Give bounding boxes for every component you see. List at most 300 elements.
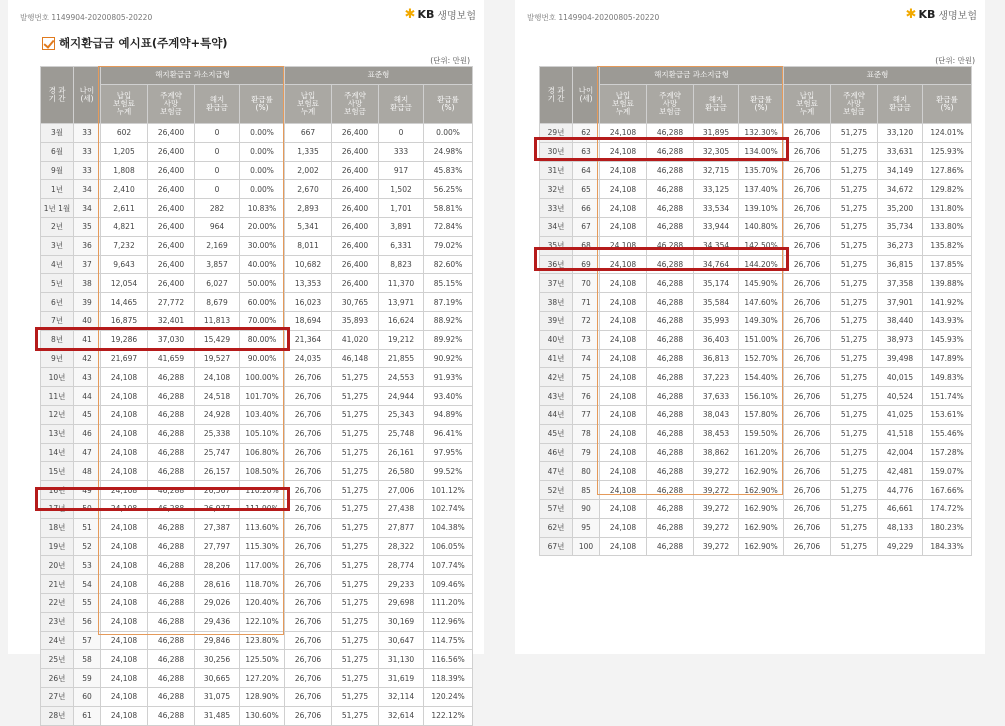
table-cell: 39,272 (694, 462, 739, 481)
table-cell: 155.46% (923, 424, 972, 443)
table-cell: 1,335 (285, 142, 332, 161)
table-cell: 156.10% (739, 387, 784, 406)
table-cell: 51,275 (831, 293, 878, 312)
table-cell: 39,272 (694, 518, 739, 537)
table-cell: 26,706 (285, 405, 332, 424)
table-cell: 41,025 (878, 405, 923, 424)
table-row (540, 424, 972, 443)
table-cell: 917 (379, 161, 424, 180)
table-row (41, 518, 473, 537)
cell-age: 74 (573, 349, 600, 368)
table-cell: 35,993 (694, 311, 739, 330)
table-row (41, 706, 473, 725)
table-cell: 21,364 (285, 330, 332, 349)
table-cell: 9,643 (101, 255, 148, 274)
table-row (540, 481, 972, 500)
cell-age: 59 (74, 669, 101, 688)
table-cell: 26,706 (784, 387, 831, 406)
table-cell: 79.02% (424, 236, 473, 255)
table-row (540, 217, 972, 236)
table-cell: 103.40% (240, 405, 285, 424)
table-cell: 30,256 (195, 650, 240, 669)
table-cell: 87.19% (424, 293, 473, 312)
table-cell: 26,400 (148, 124, 195, 143)
table-cell: 145.93% (923, 330, 972, 349)
table-cell: 24,108 (600, 481, 647, 500)
table-cell: 35,734 (878, 217, 923, 236)
cell-period: 31년 (540, 161, 573, 180)
table-cell: 46,288 (647, 293, 694, 312)
table-cell: 111.90% (240, 499, 285, 518)
table-row (41, 669, 473, 688)
cell-age: 48 (74, 462, 101, 481)
table-cell: 32,305 (694, 142, 739, 161)
table-cell: 51,275 (332, 462, 379, 481)
table-cell: 51,275 (831, 481, 878, 500)
table-cell: 24,108 (195, 368, 240, 387)
header-premium-total: 납입 보험료 누계 (285, 85, 332, 124)
table-cell: 26,706 (285, 443, 332, 462)
table-cell: 26,400 (148, 236, 195, 255)
table-cell: 28,616 (195, 575, 240, 594)
table-cell: 26,706 (784, 368, 831, 387)
cell-age: 67 (573, 217, 600, 236)
header-refund-rate: 환급률 (%) (424, 85, 473, 124)
cell-period: 43년 (540, 387, 573, 406)
table-cell: 128.90% (240, 687, 285, 706)
cell-period: 18년 (41, 518, 74, 537)
table-cell: 24,108 (600, 349, 647, 368)
header-group-low-refund: 해지환급금 과소지급형 (600, 67, 784, 85)
table-cell: 110.20% (240, 481, 285, 500)
table-row (41, 462, 473, 481)
table-cell: 31,075 (195, 687, 240, 706)
table-cell: 129.82% (923, 180, 972, 199)
table-cell: 24,108 (600, 330, 647, 349)
table-cell: 39,272 (694, 499, 739, 518)
table-cell: 51,275 (831, 499, 878, 518)
table-cell: 30,647 (379, 631, 424, 650)
table-cell: 162.90% (739, 537, 784, 556)
table-cell: 125.93% (923, 142, 972, 161)
table-cell: 26,706 (285, 687, 332, 706)
table-cell: 1,205 (101, 142, 148, 161)
table-cell: 24,108 (101, 518, 148, 537)
table-cell: 24,108 (101, 443, 148, 462)
table-row (41, 424, 473, 443)
cell-period: 1년 1월 (41, 199, 74, 218)
cell-period: 10년 (41, 368, 74, 387)
table-cell: 91.93% (424, 368, 473, 387)
table-cell: 106.80% (240, 443, 285, 462)
table-cell: 26,706 (784, 443, 831, 462)
table-cell: 36,403 (694, 330, 739, 349)
table-cell: 8,679 (195, 293, 240, 312)
cell-age: 100 (573, 537, 600, 556)
table-row (540, 124, 972, 143)
table-cell: 51,275 (831, 142, 878, 161)
table-cell: 26,706 (285, 481, 332, 500)
table-cell: 24.98% (424, 142, 473, 161)
cell-period: 8년 (41, 330, 74, 349)
table-row (41, 330, 473, 349)
header-group-standard: 표준형 (784, 67, 972, 85)
cell-age: 47 (74, 443, 101, 462)
cell-age: 70 (573, 274, 600, 293)
table-cell: 106.05% (424, 537, 473, 556)
table-cell: 46,288 (148, 687, 195, 706)
cell-age: 71 (573, 293, 600, 312)
table-cell: 32,614 (379, 706, 424, 725)
kb-logo (405, 7, 476, 22)
table-cell: 40,524 (878, 387, 923, 406)
table-cell: 30,765 (332, 293, 379, 312)
table-cell: 19,286 (101, 330, 148, 349)
table-cell: 12,054 (101, 274, 148, 293)
cell-age: 90 (573, 499, 600, 518)
cell-period: 11년 (41, 387, 74, 406)
table-row (41, 575, 473, 594)
table-cell: 139.10% (739, 199, 784, 218)
document-page-left (8, 0, 484, 721)
table-row (41, 180, 473, 199)
table-cell: 159.07% (923, 462, 972, 481)
table-cell: 151.74% (923, 387, 972, 406)
table-cell: 13,353 (285, 274, 332, 293)
table-cell: 0.00% (240, 142, 285, 161)
table-row (41, 236, 473, 255)
table-cell: 46,288 (148, 706, 195, 725)
cell-period: 15년 (41, 462, 74, 481)
table-cell: 29,698 (379, 593, 424, 612)
table-cell: 46,288 (647, 199, 694, 218)
table-cell: 45.83% (424, 161, 473, 180)
table-cell: 667 (285, 124, 332, 143)
table-cell: 36,815 (878, 255, 923, 274)
table-cell: 51,275 (831, 424, 878, 443)
table-cell: 29,436 (195, 612, 240, 631)
cell-period: 28년 (41, 706, 74, 725)
table-cell: 24,108 (600, 124, 647, 143)
table-cell: 19,527 (195, 349, 240, 368)
table-cell: 58.81% (424, 199, 473, 218)
table-cell: 46,288 (647, 405, 694, 424)
table-row (41, 161, 473, 180)
table-cell: 51,275 (332, 405, 379, 424)
cell-period: 27년 (41, 687, 74, 706)
table-cell: 38,453 (694, 424, 739, 443)
cell-age: 50 (74, 499, 101, 518)
table-cell: 27,006 (379, 481, 424, 500)
cell-age: 55 (74, 593, 101, 612)
table-cell: 50.00% (240, 274, 285, 293)
table-cell: 19,212 (379, 330, 424, 349)
table-cell: 89.92% (424, 330, 473, 349)
table-cell: 80.00% (240, 330, 285, 349)
header-refund-rate: 환급률 (%) (739, 85, 784, 124)
cell-period: 47년 (540, 462, 573, 481)
table-cell: 39,498 (878, 349, 923, 368)
table-row (540, 274, 972, 293)
table-cell: 46,288 (647, 537, 694, 556)
table-row (540, 518, 972, 537)
table-row (41, 499, 473, 518)
table-cell: 46,288 (647, 274, 694, 293)
logo-brand-text: 생명보험 (938, 11, 977, 22)
table-cell: 46,288 (148, 405, 195, 424)
header-surrender-value: 해지 환급금 (195, 85, 240, 124)
table-cell: 26,157 (195, 462, 240, 481)
kb-logo (906, 7, 977, 22)
table-row (41, 443, 473, 462)
table-cell: 24,108 (600, 236, 647, 255)
header-group-standard: 표준형 (285, 67, 473, 85)
table-cell: 26,706 (784, 424, 831, 443)
table-row (540, 142, 972, 161)
table-row (41, 650, 473, 669)
table-cell: 82.60% (424, 255, 473, 274)
table-row (540, 199, 972, 218)
table-cell: 24,108 (600, 443, 647, 462)
table-cell: 24,108 (101, 556, 148, 575)
table-cell: 56.25% (424, 180, 473, 199)
table-cell: 51,275 (332, 368, 379, 387)
table-cell: 46,288 (647, 311, 694, 330)
table-cell: 6,027 (195, 274, 240, 293)
table-cell: 39,272 (694, 481, 739, 500)
table-cell: 24,108 (600, 293, 647, 312)
table-row (540, 387, 972, 406)
table-cell: 96.41% (424, 424, 473, 443)
cell-age: 79 (573, 443, 600, 462)
table-row (540, 293, 972, 312)
table-cell: 26,400 (332, 199, 379, 218)
cell-age: 49 (74, 481, 101, 500)
table-cell: 41,020 (332, 330, 379, 349)
table-cell: 24,108 (600, 311, 647, 330)
table-cell: 26,706 (784, 462, 831, 481)
table-cell: 51,275 (831, 537, 878, 556)
cell-period: 39년 (540, 311, 573, 330)
table-cell: 109.46% (424, 575, 473, 594)
table-cell: 24,108 (101, 669, 148, 688)
table-cell: 99.52% (424, 462, 473, 481)
table-cell: 24,928 (195, 405, 240, 424)
table-cell: 37,901 (878, 293, 923, 312)
cell-age: 46 (74, 424, 101, 443)
table-cell: 34,764 (694, 255, 739, 274)
table-cell: 46,288 (148, 368, 195, 387)
table-cell: 107.74% (424, 556, 473, 575)
table-cell: 51,275 (831, 180, 878, 199)
table-cell: 26,567 (195, 481, 240, 500)
cell-period: 45년 (540, 424, 573, 443)
table-cell: 162.90% (739, 462, 784, 481)
table-cell: 33,534 (694, 199, 739, 218)
table-cell: 30,169 (379, 612, 424, 631)
table-row (41, 255, 473, 274)
table-cell: 145.90% (739, 274, 784, 293)
table-cell: 162.90% (739, 518, 784, 537)
header-period: 경 과 기 간 (540, 67, 573, 124)
table-cell: 26,706 (784, 180, 831, 199)
table-cell: 333 (379, 142, 424, 161)
table-cell: 29,233 (379, 575, 424, 594)
table-row (41, 556, 473, 575)
cell-age: 64 (573, 161, 600, 180)
table-cell: 30.00% (240, 236, 285, 255)
table-cell: 26,706 (784, 405, 831, 424)
cell-period: 29년 (540, 124, 573, 143)
table-cell: 51,275 (332, 499, 379, 518)
table-cell: 159.50% (739, 424, 784, 443)
table-cell: 51,275 (831, 236, 878, 255)
unit-label: (단위: 만원) (430, 56, 470, 65)
table-cell: 26,400 (332, 161, 379, 180)
table-cell: 26,977 (195, 499, 240, 518)
table-cell: 26,400 (332, 217, 379, 236)
table-cell: 24,108 (600, 142, 647, 161)
table-cell: 26,706 (285, 556, 332, 575)
table-row (540, 405, 972, 424)
table-cell: 51,275 (332, 593, 379, 612)
table-cell: 16,875 (101, 311, 148, 330)
cell-period: 3년 (41, 236, 74, 255)
table-cell: 51,275 (332, 424, 379, 443)
table-row (540, 368, 972, 387)
table-cell: 1,808 (101, 161, 148, 180)
table-cell: 46,288 (148, 537, 195, 556)
header-refund-rate: 환급률 (%) (240, 85, 285, 124)
table-cell: 127.20% (240, 669, 285, 688)
table-cell: 46,148 (332, 349, 379, 368)
table-cell: 26,400 (332, 142, 379, 161)
table-cell: 133.80% (923, 217, 972, 236)
table-cell: 26,400 (332, 274, 379, 293)
table-cell: 104.38% (424, 518, 473, 537)
cell-period: 4년 (41, 255, 74, 274)
table-cell: 90.00% (240, 349, 285, 368)
table-cell: 29,026 (195, 593, 240, 612)
cell-age: 36 (74, 236, 101, 255)
table-cell: 174.72% (923, 499, 972, 518)
table-cell: 26,400 (332, 124, 379, 143)
header-death-benefit: 주계약 사망 보험금 (647, 85, 694, 124)
table-cell: 46,288 (148, 631, 195, 650)
table-cell: 101.12% (424, 481, 473, 500)
table-cell: 28,322 (379, 537, 424, 556)
logo-kb-text: KB (918, 8, 936, 21)
table-cell: 49,229 (878, 537, 923, 556)
table-row (540, 311, 972, 330)
refund-table-right (539, 66, 972, 556)
table-cell: 46,288 (148, 443, 195, 462)
cell-age: 33 (74, 142, 101, 161)
table-row (540, 161, 972, 180)
table-cell: 46,288 (647, 481, 694, 500)
table-cell: 24,108 (101, 462, 148, 481)
table-cell: 46,288 (647, 161, 694, 180)
table-cell: 51,275 (332, 706, 379, 725)
table-cell: 144.20% (739, 255, 784, 274)
table-cell: 24,108 (600, 274, 647, 293)
table-cell: 116.56% (424, 650, 473, 669)
table-row (540, 180, 972, 199)
table-row (41, 311, 473, 330)
table-row (41, 593, 473, 612)
cell-period: 37년 (540, 274, 573, 293)
table-cell: 26,706 (784, 293, 831, 312)
header-surrender-value: 해지 환급금 (878, 85, 923, 124)
table-row (41, 631, 473, 650)
table-cell: 26,706 (285, 518, 332, 537)
cell-period: 19년 (41, 537, 74, 556)
cell-age: 34 (74, 199, 101, 218)
table-cell: 51,275 (831, 311, 878, 330)
kb-star-icon: ✱ (905, 7, 917, 22)
cell-period: 33년 (540, 199, 573, 218)
table-cell: 0 (195, 124, 240, 143)
table-cell: 36,813 (694, 349, 739, 368)
table-cell: 26,706 (285, 612, 332, 631)
table-row (540, 462, 972, 481)
table-cell: 114.75% (424, 631, 473, 650)
table-cell: 11,370 (379, 274, 424, 293)
cell-age: 43 (74, 368, 101, 387)
table-cell: 38,043 (694, 405, 739, 424)
table-cell: 34,354 (694, 236, 739, 255)
table-row (540, 443, 972, 462)
table-cell: 24,108 (600, 537, 647, 556)
table-cell: 42,004 (878, 443, 923, 462)
header-death-benefit: 주계약 사망 보험금 (332, 85, 379, 124)
table-cell: 26,706 (285, 424, 332, 443)
table-cell: 602 (101, 124, 148, 143)
table-cell: 135.82% (923, 236, 972, 255)
table-cell: 24,108 (101, 424, 148, 443)
table-cell: 10,682 (285, 255, 332, 274)
table-cell: 26,400 (148, 161, 195, 180)
table-cell: 0.00% (240, 161, 285, 180)
table-cell: 46,288 (647, 217, 694, 236)
table-row (41, 124, 473, 143)
cell-age: 73 (573, 330, 600, 349)
cell-age: 41 (74, 330, 101, 349)
cell-age: 53 (74, 556, 101, 575)
page-title-text: 해지환급금 예시표(주계약+특약) (59, 36, 228, 50)
table-cell: 24,108 (600, 161, 647, 180)
table-cell: 26,400 (332, 236, 379, 255)
table-cell: 46,288 (647, 142, 694, 161)
table-cell: 8,011 (285, 236, 332, 255)
table-row (540, 349, 972, 368)
document-number: 발행번호 1149904-20200805-20220 (20, 13, 153, 22)
cell-period: 20년 (41, 556, 74, 575)
table-cell: 2,169 (195, 236, 240, 255)
table-cell: 34,672 (878, 180, 923, 199)
table-cell: 46,288 (148, 387, 195, 406)
table-cell: 26,706 (784, 274, 831, 293)
table-cell: 21,697 (101, 349, 148, 368)
cell-period: 24년 (41, 631, 74, 650)
table-cell: 35,893 (332, 311, 379, 330)
table-cell: 46,288 (647, 518, 694, 537)
table-cell: 46,288 (148, 499, 195, 518)
table-cell: 94.89% (424, 405, 473, 424)
table-cell: 41,659 (148, 349, 195, 368)
cell-period: 62년 (540, 518, 573, 537)
cell-period: 5년 (41, 274, 74, 293)
